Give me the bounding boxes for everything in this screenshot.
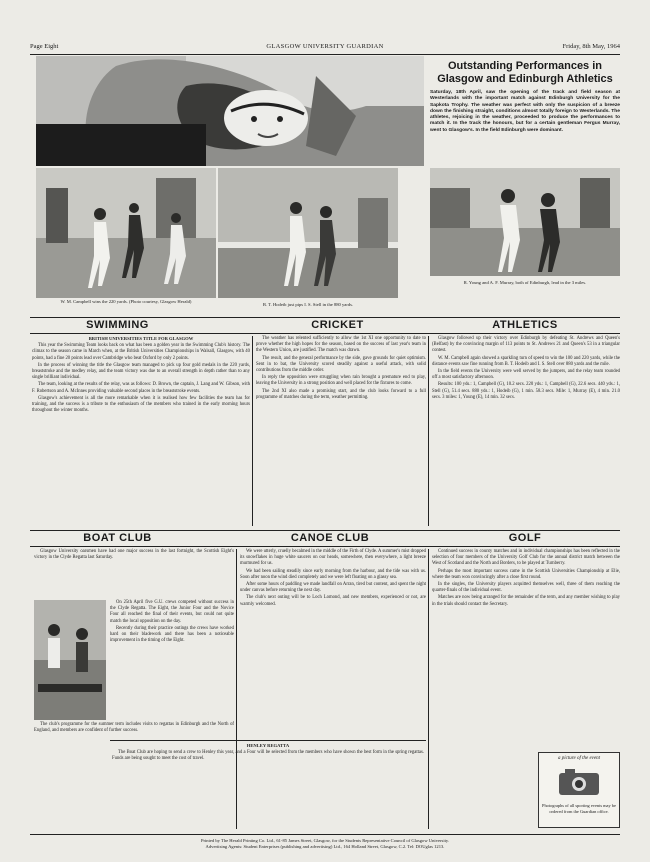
canoe-club-article xyxy=(240,549,426,729)
henley-article xyxy=(112,743,424,831)
golf-article xyxy=(432,549,620,747)
heading-boat-club: BOAT CLUB xyxy=(83,532,152,544)
golf-paragraph: In the singles, the University players acquitted themselves well, three of them reaching the quarter-finals of the individual event. xyxy=(432,582,620,594)
cricket-paragraph: In reply the opposition were struggling when rain brought a premature end to play, leaving the University in a strong position and well placed for the fixtures to come. xyxy=(256,375,426,387)
page-header xyxy=(30,41,620,55)
henley-rule xyxy=(110,740,426,741)
athletics-paragraph: Glasgow followed up their victory over Edinburgh by defeating St. Andrews and Queen's (Belfast) by the convincing margin of 113 points to St. Andrews 21 and Queen's 53 in a triangular contest. xyxy=(432,336,620,354)
section-rule-lower-under xyxy=(30,546,620,547)
cricket-paragraph: The result, and the general performance by the side, gave grounds for quiet optimism. Sent in to bat, the University scored steadily against a useful attack, with solid contributions from the middle order. xyxy=(256,355,426,374)
heading-cricket: CRICKET xyxy=(311,319,364,331)
boat-club-intro xyxy=(34,549,234,597)
heading-swimming: SWIMMING xyxy=(86,319,149,331)
swimming-article xyxy=(32,336,250,526)
boat-club-paragraph: Glasgow University oarsmen have had one major success in the last fortnight, the Scottish Eight's victory in the Clyde Regatta last Saturday. xyxy=(34,549,234,561)
cricket-article xyxy=(256,336,426,526)
column-rule xyxy=(428,549,429,829)
canoe-club-paragraph: We had been sailing steadily since early morning from the harbour, and the tide was with us. Soon after noon the wind died completely and we were left floating on a glassy sea. xyxy=(240,568,426,580)
caption-3-miles: R. Young and A. F. Murray, both of Edinburgh, lead in the 3 miles. xyxy=(463,280,587,285)
photo-boat-crew xyxy=(34,600,106,720)
boat-club-paragraph: On 25th April five G.U. crews competed without success in the Clyde Regatta. The Eight, the Junior Four and the Novice Four all reached the final of their events, but could not quite match the local opposition on the day. xyxy=(110,600,234,624)
lead-paragraph: Saturday, 18th April, saw the opening of the track and field season at Westerlands with the important match against Edinburgh University for the Sapkota Trophy. The weather was perfect with only the suspicion of a breeze down the finishing straight, conditions almost totally foreign to Westerlands. The athletes, rejoicing in the weather, proceeded to produce the performances to match it. In the track the honours, but for a certain gentleman Fergus Murray, went to Glasgow's. In the field Edinburgh were dominant. xyxy=(430,90,620,133)
swimming-subhead: BRITISH UNIVERSITIES TITLE FOR GLASGOW xyxy=(88,336,194,341)
imprint-line: Advertising Agents: Student Enterprises (publishing and advertising) Ltd., 164 Holland Street, Glasgow, C.2. Tel: DOUglas 1213. xyxy=(205,844,445,849)
photo-880-yards xyxy=(218,168,398,298)
boat-club-article xyxy=(110,600,234,720)
golf-paragraph: Matches are now being arranged for the remainder of the term, and any member wishing to play in the trials should contact the Secretary. xyxy=(432,595,620,607)
athletics-paragraph: In the field events the University were well served by the jumpers, and the relay team rounded off a most satisfactory afternoon. xyxy=(432,369,620,381)
header-rule xyxy=(30,54,620,55)
section-rule-under xyxy=(30,333,620,334)
heading-athletics: ATHLETICS xyxy=(492,319,558,331)
section-rule-lower xyxy=(30,530,620,531)
page-number: Page Eight xyxy=(30,43,59,50)
lead-headline: Outstanding Performances in Glasgow and Edinburgh Athletics xyxy=(437,60,613,85)
athletics-paragraph: W. M. Campbell again showed a sparkling turn of speed to win the 100 and 220 yards, while the distance events saw fine running from B. T. Hodeib and I. S. Stell over 880 yards and the mile. xyxy=(432,355,620,367)
heading-golf: GOLF xyxy=(508,532,542,544)
section-rule-top xyxy=(30,317,620,318)
boat-club-paragraph: The club's programme for the summer term includes visits to regattas in Edinburgh and the North of England, and members are confident of further success. xyxy=(34,722,234,734)
canoe-club-paragraph: After some hours of paddling we made landfall on Arran, tired but content, and spent the night under canvas before returning the next day. xyxy=(240,582,426,594)
swimming-paragraph: In the process of winning the title the Glasgow team managed to pick up four gold medals in the 220 yards, breaststroke and the medley relay, and the team victory was due to an overall strength in depth rather than to any single brilliant individual. xyxy=(32,362,250,381)
athletics-results: Results: 100 yds.: 1, Campbell (G), 10.2 secs. 220 yds.: 1, Campbell (G), 22.6 secs. 440 yds.: 1, Stell (G), 51.4 secs. 880 yds.: 1, Hodeib (G), 1 min. 58.3 secs. Mile: 1, Murray (E), 4 min. 21.0 secs. 3 miles: 1, Young (E), 14 min. 32 secs. xyxy=(432,382,620,400)
caption-880-yards: B. T. Hodeib just pips I. S. Stell in the 880 yards. xyxy=(262,302,354,307)
henley-paragraph: The Boat Club are hoping to send a crew to Henley this year, and a Four will be selected from the members who have shown the best form in the spring regattas. Funds are being sought to meet the cost of travel. xyxy=(112,750,424,762)
swimming-paragraph: This year the Swimming Team looks back on what has been a golden year in the Swimming Club's history. The climax to the season came in March when, at the British Universities Championships in Walsall, Glasgow, with 40 points, had a fine 20 points lead over Cambridge who beat Oxford by only 2 points. xyxy=(32,343,250,361)
newspaper-title: GLASGOW UNIVERSITY GUARDIAN xyxy=(266,43,384,50)
swimming-paragraph: The team, looking at the results of the relay, was as follows: D. Brown, the captain, J. Lang and W. Gibson, with F. Robertson and A. McInnes providing valuable second places in the breaststroke events. xyxy=(32,382,250,394)
photo-3-miles xyxy=(430,168,620,276)
henley-subhead: HENLEY REGATTA xyxy=(246,743,290,748)
athletics-article xyxy=(432,336,620,526)
column-rule xyxy=(252,336,253,526)
canoe-club-paragraph: We were utterly, cruelly becalmed in the middle of the Firth of Clyde. A summer's mist dropped its snowflakes in huge white saucers on our heads, somewhere, then everywhere, a light breeze murmured for us. xyxy=(240,549,426,567)
ad-heading: a picture of the event xyxy=(557,756,601,761)
imprint-line: Printed by The Herald Printing Co. Ltd., 61-85 James Street, Glasgow, for the Students Representative Council of Glasgow University. xyxy=(200,838,450,843)
printer-imprint xyxy=(30,838,620,850)
golf-paragraph: Perhaps the most important success came in the Scottish Universities Championship at Elie, where the team won convincingly after a close first round. xyxy=(432,568,620,580)
photo-220-yards xyxy=(36,168,216,298)
camera-icon xyxy=(539,763,619,803)
cricket-paragraph: The 2nd XI also made a promising start, and the club looks forward to a full programme of matches during the term, weather permitting. xyxy=(256,388,426,400)
column-rule xyxy=(428,336,429,526)
golf-paragraph: Continued success in county matches and in individual championships has been reflected in the selection of four members of the University Golf Club for the annual district match between the West of Scotland and the North and Borders, to be played at Turnberry. xyxy=(432,549,620,567)
issue-date: Friday, 8th May, 1964 xyxy=(562,43,620,50)
canoe-club-paragraph: The club's next outing will be to Loch Lomond, and new members, experienced or not, are warmly welcomed. xyxy=(240,595,426,607)
boat-club-paragraph: Recently during their practice outings the crews have worked hard on their bladework and there has been a noticeable improvement in the timing of the Eight. xyxy=(110,625,234,644)
footer-rule xyxy=(30,834,620,835)
sport-banner-photo xyxy=(36,56,424,166)
swimming-paragraph: Glasgow's achievement is all the more remarkable when it is realised how few facilities the team has for training, and the success is a tribute to the enthusiasm of the members who trained in the early morning hours throughout the winter months. xyxy=(32,395,250,414)
heading-canoe-club: CANOE CLUB xyxy=(290,532,370,544)
caption-220-yards: W. M. Campbell wins the 220 yards. (Photo courtesy, Glasgow Herald) xyxy=(60,299,192,304)
advertisement-box xyxy=(538,752,620,828)
cricket-paragraph: The weather has relented sufficiently to allow the 1st XI one opportunity to date to prove whether the high hopes for the season, based on the success of last year's team in the Western Union, are justified. The match was drawn. xyxy=(256,336,426,354)
ad-body: Photographs of all sporting events may be ordered from the Guardian office. xyxy=(542,803,616,814)
